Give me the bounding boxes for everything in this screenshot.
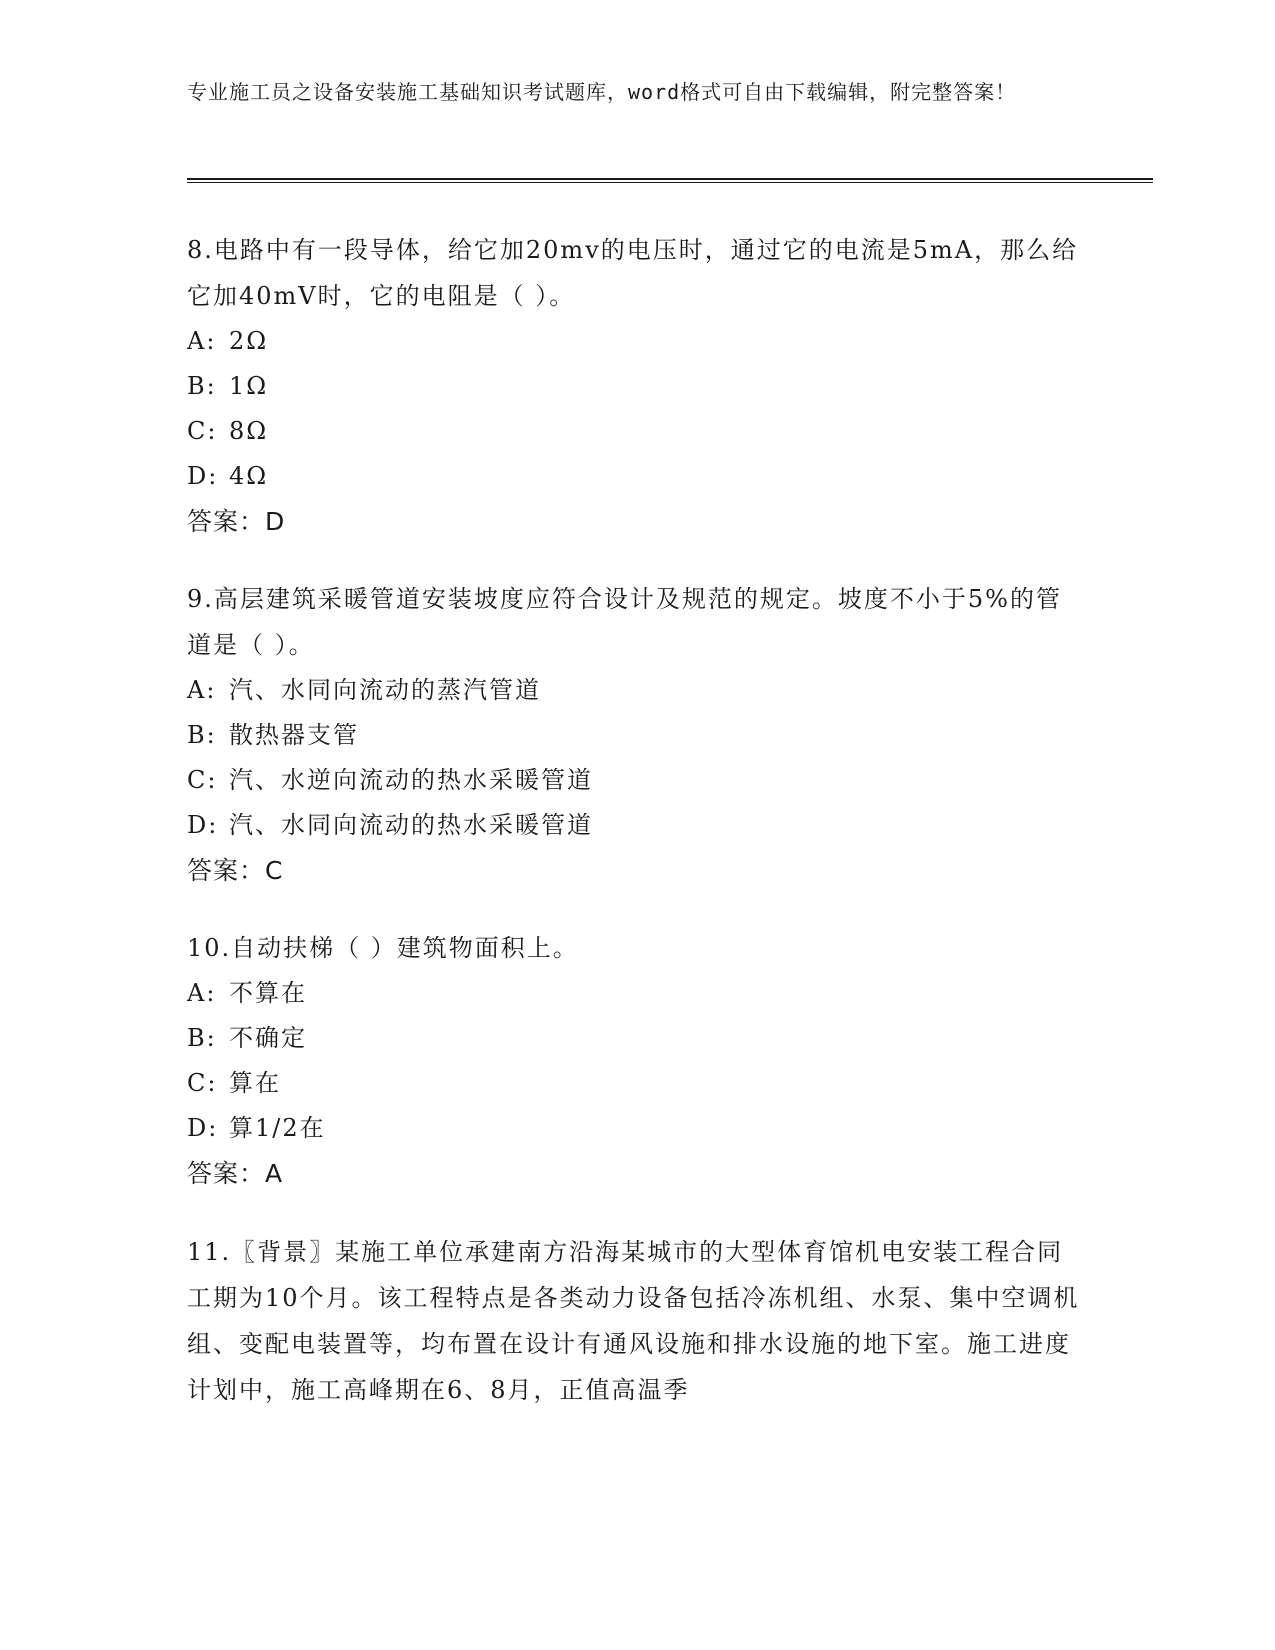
option-label: B: [187, 372, 217, 400]
option-b [187, 364, 1087, 409]
option-d [187, 803, 1087, 848]
option-text: 算1/2在 [229, 1114, 326, 1142]
option-label: D: [187, 1114, 219, 1142]
question-stem: 11.〖背景〗某施工单位承建南方沿海某城市的大型体育馆机电安装工程合同工期为10个月。该工程特点是各类动力设备包括冷冻机组、水泵、集中空调机组、变配电装置等，均布置在设计有通风设施和排水设施的地下室。施工进度计划中，施工高峰期在6、8月，正值高温季 [187, 1238, 1080, 1404]
document-header: 专业施工员之设备安装施工基础知识考试题库，word格式可自由下载编辑，附完整答案！ [187, 80, 1017, 104]
option-text: 8Ω [229, 417, 269, 445]
option-label: D: [187, 811, 219, 839]
option-label: A: [187, 979, 217, 1007]
answer: 答案：D [187, 507, 286, 536]
option-label: C: [187, 1069, 218, 1097]
question-stem: 8.电路中有一段导体，给它加20mv的电压时，通过它的电流是5mA，那么给它加40mV时，它的电阻是（ ）。 [187, 236, 1079, 310]
option-text: 不确定 [229, 1024, 307, 1052]
option-a [187, 668, 1087, 713]
option-label: B: [187, 721, 217, 749]
question-9 [187, 576, 1087, 894]
option-text: 汽、水同向流动的蒸汽管道 [229, 676, 541, 704]
option-label: A: [187, 676, 217, 704]
option-label: C: [187, 766, 218, 794]
option-text: 1Ω [229, 372, 269, 400]
option-b [187, 713, 1087, 758]
question-8 [187, 227, 1087, 545]
question-stem: 10.自动扶梯（ ）建筑物面积上。 [187, 934, 579, 962]
option-label: A: [187, 327, 217, 355]
answer: 答案：A [187, 1159, 284, 1188]
option-label: D: [187, 462, 219, 490]
option-d [187, 1106, 1087, 1151]
answer: 答案：C [187, 856, 284, 885]
question-stem: 9.高层建筑采暖管道安装坡度应符合设计及规范的规定。坡度不小于5%的管道是（ ）。 [187, 585, 1062, 659]
question-11 [187, 1229, 1087, 1413]
option-c [187, 409, 1087, 454]
header-divider [187, 178, 1153, 183]
option-a [187, 971, 1087, 1016]
option-c [187, 758, 1087, 803]
option-text: 4Ω [229, 462, 269, 490]
option-text: 不算在 [229, 979, 307, 1007]
option-text: 汽、水同向流动的热水采暖管道 [229, 811, 593, 839]
option-a [187, 319, 1087, 364]
option-text: 散热器支管 [229, 721, 359, 749]
option-text: 算在 [229, 1069, 281, 1097]
question-10 [187, 925, 1087, 1197]
option-c [187, 1061, 1087, 1106]
option-label: B: [187, 1024, 217, 1052]
option-label: C: [187, 417, 218, 445]
option-text: 2Ω [229, 327, 269, 355]
option-text: 汽、水逆向流动的热水采暖管道 [229, 766, 593, 794]
option-b [187, 1016, 1087, 1061]
option-d [187, 454, 1087, 499]
